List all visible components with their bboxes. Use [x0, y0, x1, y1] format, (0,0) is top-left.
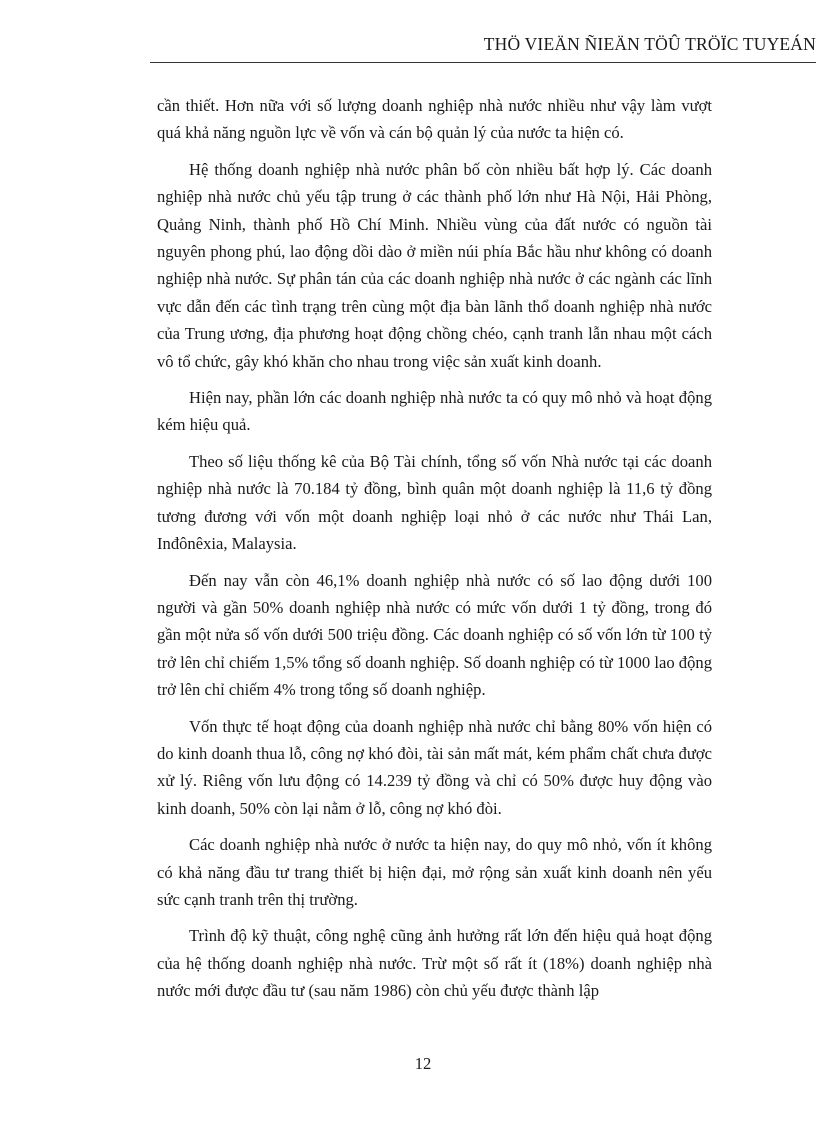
document-body: [157, 92, 712, 1014]
paragraph-6: Vốn thực tế hoạt động của doanh nghiệp nhà nước chỉ bằng 80% vốn hiện có do kinh doanh thua lỗ, công nợ khó đòi, tài sản mất mát, kém phẩm chất chưa được xử lý. Riêng vốn lưu động có 14.239 tỷ đồng và chỉ có 50% được huy động vào kinh doanh, 50% còn lại nằm ở lỗ, công nợ khó đòi.: [157, 716, 712, 818]
paragraph-8: Trình độ kỹ thuật, công nghệ cũng ảnh hưởng rất lớn đến hiệu quả hoạt động của hệ thống doanh nghiệp nhà nước. Trừ một số rất ít (18%) doanh nghiệp nhà nước mới được đầu tư (sau năm 1986) còn chủ yếu được thành lập: [157, 926, 712, 1001]
paragraph-7: Các doanh nghiệp nhà nước ở nước ta hiện nay, do quy mô nhỏ, vốn ít không có khả năng đầu tư trang thiết bị hiện đại, mở rộng sản xuất kinh doanh nên yếu sức cạnh tranh trên thị trường.: [157, 835, 712, 909]
paragraph-4: Theo số liệu thống kê của Bộ Tài chính, tổng số vốn Nhà nước tại các doanh nghiệp nhà nước là 70.184 tỷ đồng, bình quân một doanh nghiệp là 11,6 tỷ đồng tương đương với vốn một doanh nghiệp loại nhỏ ở các nước như Thái Lan, Inđônêxia, Malaysia.: [157, 451, 712, 554]
page-number: 12: [414, 1054, 432, 1073]
paragraph-5: Đến nay vẫn còn 46,1% doanh nghiệp nhà nước có số lao động dưới 100 người và gần 50% doanh nghiệp nhà nước có mức vốn dưới 1 tỷ đồng, trong đó gần một nửa số vốn dưới 500 triệu đồng. Các doanh nghiệp có số vốn lớn từ 100 tỷ trở lên chỉ chiếm 1,5% tổng số doanh nghiệp. Số doanh nghiệp có từ 1000 lao động trở lên chỉ chiếm 4% trong tổng số doanh nghiệp.: [157, 570, 712, 700]
paragraph-2: Hệ thống doanh nghiệp nhà nước phân bố còn nhiều bất hợp lý. Các doanh nghiệp nhà nước chủ yếu tập trung ở các thành phố lớn như Hà Nội, Hải Phòng, Quảng Ninh, thành phố Hồ Chí Minh. Nhiều vùng của đất nước có nguồn tài nguyên phong phú, lao động dồi dào ở miền núi phía Bắc hầu như không có doanh nghiệp nhà nước. Sự phân tán của các doanh nghiệp nhà nước ở các ngành các lĩnh vực dẫn đến các tình trạng trên cùng một địa bàn lãnh thổ doanh nghiệp nhà nước của Trung ương, địa phương hoạt động chồng chéo, cạnh tranh lẫn nhau một cách vô tổ chức, gây khó khăn cho nhau trong việc sản xuất kinh doanh.: [157, 159, 712, 371]
page-header-title: THÖ VIEÄN ÑIEÄN TÖÛ TRÖÏC TUYEÁN: [483, 34, 816, 54]
paragraph-3: Hiện nay, phần lớn các doanh nghiệp nhà nước ta có quy mô nhỏ và hoạt động kém hiệu quả.: [157, 388, 712, 435]
paragraph-1: cần thiết. Hơn nữa với số lượng doanh nghiệp nhà nước nhiều như vậy làm vượt quá khả năng nguồn lực về vốn và cán bộ quản lý của nước ta hiện có.: [157, 96, 712, 143]
header-divider: [150, 62, 816, 63]
